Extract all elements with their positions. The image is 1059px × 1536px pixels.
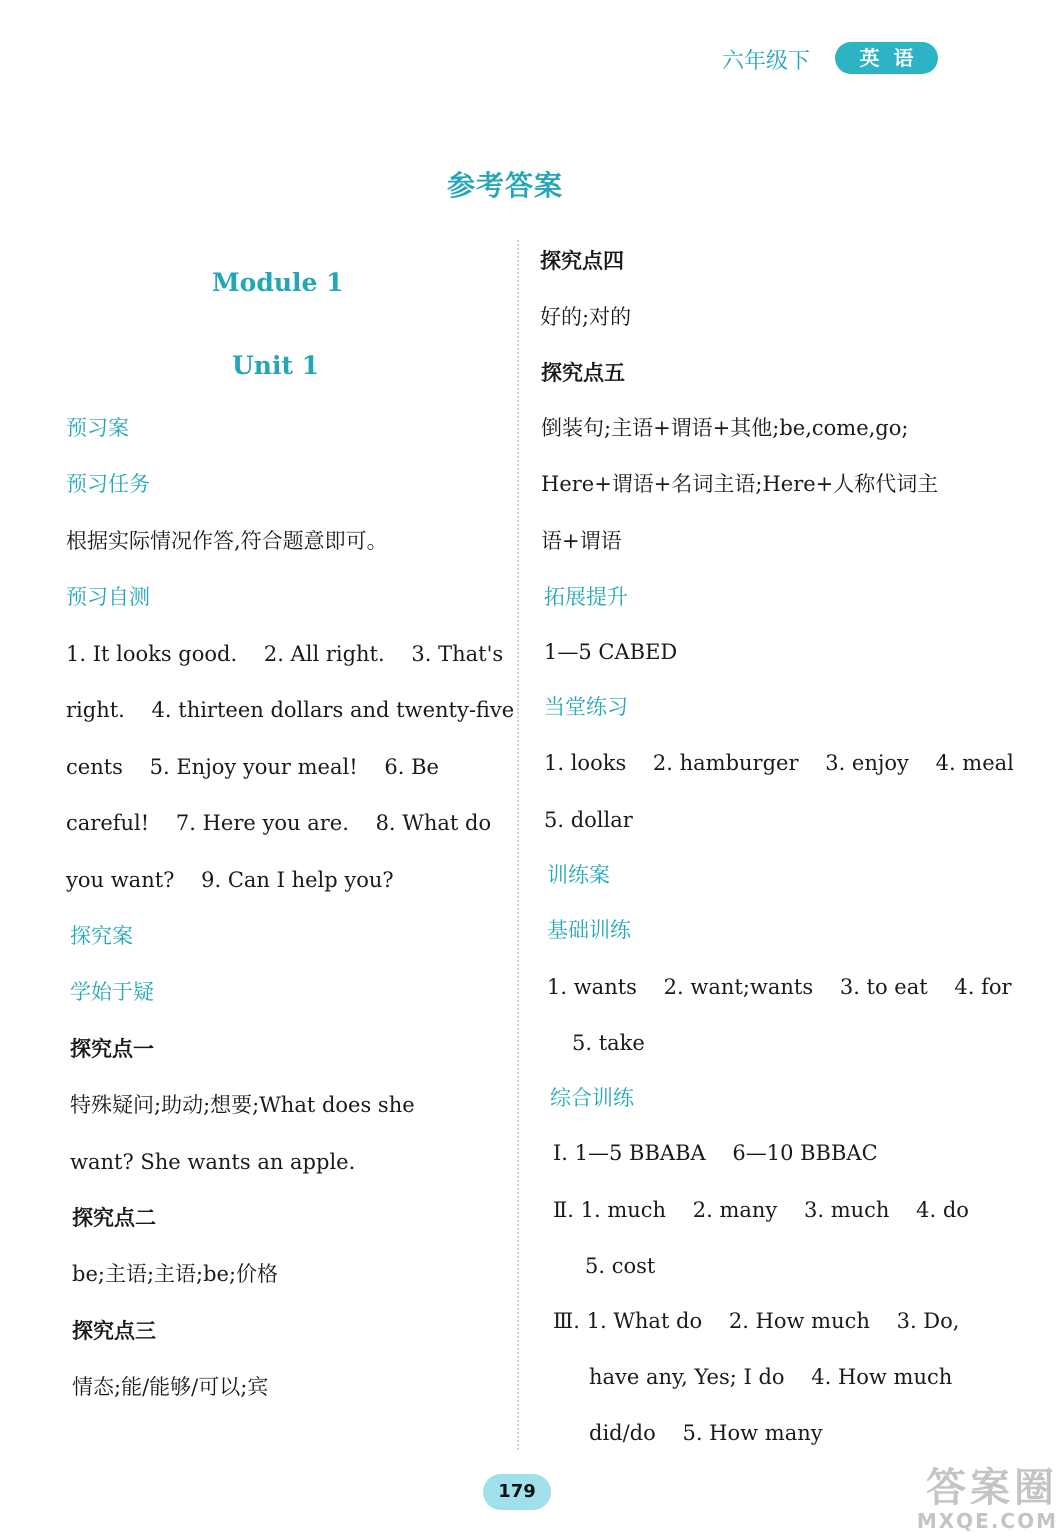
classwork-answer: 1. looks 2. hamburger 3. enjoy 4. meal — [544, 751, 1014, 775]
column-divider — [517, 240, 519, 1450]
section-self-test: 预习自测 — [66, 585, 150, 609]
point-four-answer: 好的;对的 — [540, 305, 632, 329]
header-subject-badge: 英语 — [835, 42, 938, 74]
point-one-heading: 探究点一 — [70, 1037, 154, 1061]
point-two-heading: 探究点二 — [72, 1206, 156, 1230]
point-five-answer: 语+谓语 — [541, 529, 622, 553]
point-one-answer: want? She wants an apple. — [70, 1150, 356, 1174]
comprehensive-answer: Ⅲ. 1. What do 2. How much 3. Do, — [553, 1309, 960, 1333]
section-preview-task: 预习任务 — [66, 472, 150, 496]
section-explore: 探究案 — [70, 924, 133, 948]
point-two-answer: be;主语;主语;be;价格 — [72, 1262, 279, 1286]
point-five-answer: Here+谓语+名词主语;Here+人称代词主 — [541, 472, 939, 496]
watermark-url: MXQE.COM — [916, 1509, 1058, 1533]
extend-answer: 1—5 CABED — [544, 640, 678, 664]
self-test-line: 1. It looks good. 2. All right. 3. That's — [66, 642, 504, 666]
comprehensive-answer: did/do 5. How many — [589, 1421, 823, 1445]
point-three-answer: 情态;能/能够/可以;宾 — [72, 1375, 269, 1399]
point-three-heading: 探究点三 — [72, 1319, 156, 1343]
self-test-line: right. 4. thirteen dollars and twenty-five — [66, 698, 515, 722]
header-grade: 六年级下 — [722, 49, 811, 74]
self-test-line: you want? 9. Can I help you? — [66, 868, 394, 892]
section-training: 训练案 — [547, 863, 610, 887]
point-one-answer: 特殊疑问;助动;想要;What does she — [70, 1093, 415, 1117]
page-number: 179 — [483, 1474, 551, 1510]
section-extend: 拓展提升 — [544, 585, 628, 609]
self-test-line: cents 5. Enjoy your meal! 6. Be — [66, 755, 439, 779]
self-test-line: careful! 7. Here you are. 8. What do — [66, 811, 492, 835]
unit-heading: Unit 1 — [232, 351, 320, 380]
comprehensive-answer: Ⅱ. 1. much 2. many 3. much 4. do — [553, 1198, 969, 1222]
point-four-heading: 探究点四 — [540, 249, 624, 273]
watermark — [838, 1466, 1058, 1536]
section-preview: 预习案 — [66, 416, 129, 440]
section-doubt: 学始于疑 — [70, 980, 154, 1004]
section-basic-training: 基础训练 — [547, 918, 631, 942]
section-classwork: 当堂练习 — [544, 695, 628, 719]
comprehensive-answer: 5. cost — [585, 1254, 656, 1278]
page-title: 参考答案 — [446, 169, 563, 202]
classwork-answer: 5. dollar — [544, 808, 633, 832]
basic-answer: 5. take — [572, 1031, 645, 1055]
task-answer: 根据实际情况作答,符合题意即可。 — [66, 529, 388, 553]
point-five-heading: 探究点五 — [541, 361, 625, 385]
comprehensive-answer: have any, Yes; I do 4. How much — [589, 1365, 953, 1389]
point-five-answer: 倒装句;主语+谓语+其他;be,come,go; — [541, 416, 909, 440]
comprehensive-answer: Ⅰ. 1—5 BBABA 6—10 BBBAC — [553, 1141, 878, 1165]
basic-answer: 1. wants 2. want;wants 3. to eat 4. for — [547, 975, 1012, 999]
module-heading: Module 1 — [212, 268, 344, 297]
section-comprehensive: 综合训练 — [550, 1086, 634, 1110]
watermark-logo: 答案圈 — [926, 1465, 1058, 1511]
